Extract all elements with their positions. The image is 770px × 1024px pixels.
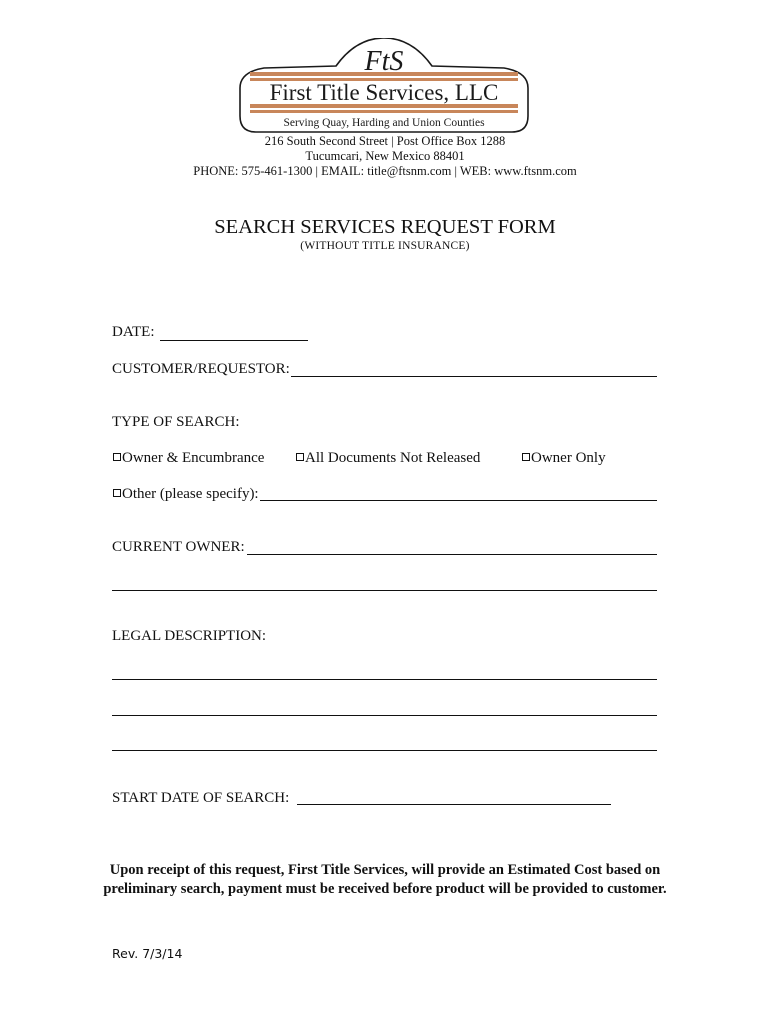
option-all-documents[interactable]	[296, 450, 480, 467]
checkbox-icon[interactable]	[113, 489, 121, 497]
other-specify-field[interactable]	[260, 500, 657, 501]
form-subtitle: (WITHOUT TITLE INSURANCE)	[300, 240, 470, 252]
start-date-label: START DATE OF SEARCH:	[112, 790, 290, 806]
notice-text: Upon receipt of this request, First Title Services, will provide an Estimated Cost based on preliminary search, payment must be received before product will be provided to customer.	[103, 862, 667, 897]
search-type-label: TYPE OF SEARCH:	[112, 414, 240, 430]
logo-tagline: Serving Quay, Harding and Union Counties	[283, 117, 485, 129]
address-line-2: Tucumcari, New Mexico 88401	[305, 149, 465, 163]
option-label: Owner & Encumbrance	[122, 450, 265, 466]
form-title: SEARCH SERVICES REQUEST FORM	[214, 216, 556, 238]
option-other[interactable]	[113, 486, 259, 503]
option-label: All Documents Not Released	[305, 450, 481, 466]
date-field[interactable]	[160, 340, 308, 341]
current-owner-field[interactable]	[247, 554, 657, 555]
logo-monogram: FtS	[364, 46, 404, 77]
logo-company-name: First Title Services, LLC	[269, 80, 499, 105]
start-date-field[interactable]	[297, 804, 611, 805]
current-owner-field-line-2[interactable]	[112, 590, 657, 591]
checkbox-icon[interactable]	[296, 453, 304, 461]
customer-field[interactable]	[291, 376, 657, 377]
legal-description-line-1[interactable]	[112, 679, 657, 680]
legal-description-line-3[interactable]	[112, 750, 657, 751]
current-owner-label: CURRENT OWNER:	[112, 539, 245, 555]
revision-label: Rev. 7/3/14	[112, 946, 183, 961]
checkbox-icon[interactable]	[113, 453, 121, 461]
option-owner-encumbrance[interactable]	[113, 450, 264, 467]
legal-description-line-2[interactable]	[112, 715, 657, 716]
legal-description-label: LEGAL DESCRIPTION:	[112, 628, 267, 644]
option-owner-only[interactable]	[522, 450, 606, 467]
checkbox-icon[interactable]	[522, 453, 530, 461]
address-line-1: 216 South Second Street | Post Office Box 1288	[264, 134, 506, 148]
contact-line: PHONE: 575-461-1300 | EMAIL: title@ftsnm.com | WEB: www.ftsnm.com	[193, 164, 577, 178]
option-label: Owner Only	[531, 450, 606, 466]
option-label: Other (please specify):	[122, 486, 259, 502]
customer-label: CUSTOMER/REQUESTOR:	[112, 361, 290, 377]
date-label: DATE:	[112, 324, 155, 340]
company-logo	[236, 38, 532, 134]
